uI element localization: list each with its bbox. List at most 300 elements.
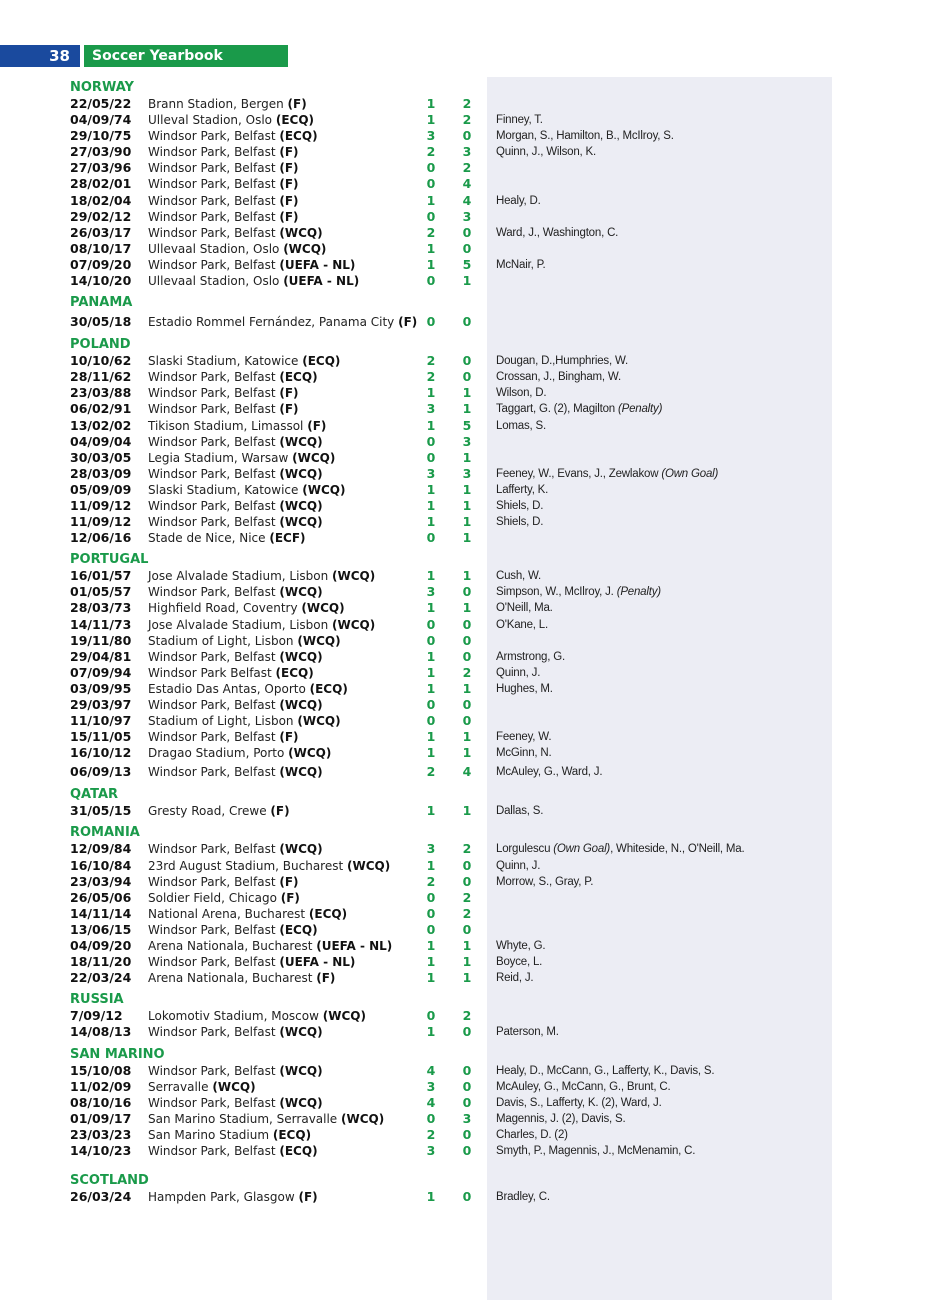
match-row <box>0 568 933 584</box>
match-date: 14/08/13 <box>70 1024 132 1040</box>
competition-code: (WCQ) <box>302 482 346 497</box>
match-row <box>0 1143 933 1159</box>
goal-scorers: Shiels, D. <box>496 499 544 512</box>
goal-scorers: Shiels, D. <box>496 516 544 529</box>
match-venue: Stade de Nice, Nice (ECF) <box>148 531 306 546</box>
competition-code: (F) <box>279 145 299 160</box>
match-venue: Arena Nationala, Bucharest (UEFA - NL) <box>148 939 393 954</box>
competition-code: (WCQ) <box>283 241 327 256</box>
match-venue: Windsor Park, Belfast (WCQ) <box>148 765 323 780</box>
match-row <box>0 193 933 209</box>
match-row <box>0 418 933 434</box>
match-date: 26/03/17 <box>70 224 132 240</box>
northern-ireland-score: 1 <box>426 240 436 256</box>
match-row <box>0 530 933 546</box>
goal-scorers: Lorgulescu (Own Goal), Whiteside, N., O'Neill, Ma. <box>496 843 745 856</box>
competition-code: (F) <box>316 971 336 986</box>
northern-ireland-score: 1 <box>426 481 436 497</box>
competition-code: (WCQ) <box>347 858 391 873</box>
match-row <box>0 311 933 331</box>
opponent-score: 2 <box>462 112 472 128</box>
opponent-score: 1 <box>462 514 472 530</box>
competition-code: (ECQ) <box>279 370 318 385</box>
match-venue: Windsor Park, Belfast (UEFA - NL) <box>148 257 356 272</box>
northern-ireland-score: 2 <box>426 873 436 889</box>
goal-scorers: Crossan, J., Bingham, W. <box>496 371 621 384</box>
opponent-score: 1 <box>462 385 472 401</box>
opponent-score: 4 <box>462 192 472 208</box>
competition-code: (UEFA - NL) <box>316 939 393 954</box>
match-row <box>0 697 933 713</box>
opponent-score: 0 <box>462 1078 472 1094</box>
match-venue: Estadio Rommel Fernández, Panama City (F) <box>148 315 418 330</box>
goal-scorers: McNair, P. <box>496 258 546 271</box>
match-venue: Serravalle (WCQ) <box>148 1079 256 1094</box>
northern-ireland-score: 2 <box>426 224 436 240</box>
opponent-score: 2 <box>462 905 472 921</box>
competition-code: (WCQ) <box>279 1063 323 1078</box>
match-date: 26/05/06 <box>70 889 132 905</box>
match-venue: Windsor Park, Belfast (F) <box>148 386 299 401</box>
match-venue: Tikison Stadium, Limassol (F) <box>148 418 327 433</box>
match-venue: Lokomotiv Stadium, Moscow (WCQ) <box>148 1009 366 1024</box>
goal-scorers: McAuley, G., McCann, G., Brunt, C. <box>496 1080 671 1093</box>
northern-ireland-score: 1 <box>426 803 436 819</box>
opponent-score: 0 <box>462 616 472 632</box>
match-date: 22/03/24 <box>70 970 132 986</box>
match-row <box>0 633 933 649</box>
match-row <box>0 498 933 514</box>
competition-code: (WCQ) <box>279 225 323 240</box>
northern-ireland-score: 0 <box>426 314 436 330</box>
match-row <box>0 970 933 986</box>
goal-scorers: O'Neill, Ma. <box>496 602 553 615</box>
match-venue: Windsor Park, Belfast (ECQ) <box>148 1143 318 1158</box>
country-heading: NORWAY <box>70 80 134 95</box>
northern-ireland-score: 0 <box>426 713 436 729</box>
match-row <box>0 729 933 745</box>
northern-ireland-score: 1 <box>426 1024 436 1040</box>
opponent-score: 0 <box>462 1189 472 1205</box>
goal-scorers: Quinn, J., Wilson, K. <box>496 146 596 159</box>
match-date: 26/03/24 <box>70 1189 132 1205</box>
opponent-score: 1 <box>462 680 472 696</box>
opponent-score: 0 <box>462 240 472 256</box>
northern-ireland-score: 1 <box>426 600 436 616</box>
competition-code: (ECQ) <box>279 922 318 937</box>
goal-scorers: McAuley, G., Ward, J. <box>496 766 603 779</box>
competition-code: (ECQ) <box>302 354 341 369</box>
match-venue: Stadium of Light, Lisbon (WCQ) <box>148 714 341 729</box>
goal-scorers: Whyte, G. <box>496 940 546 953</box>
match-date: 23/03/88 <box>70 385 132 401</box>
country-heading: PORTUGAL <box>70 552 149 568</box>
match-venue: Jose Alvalade Stadium, Lisbon (WCQ) <box>148 569 376 584</box>
northern-ireland-score: 0 <box>426 905 436 921</box>
northern-ireland-score: 1 <box>426 568 436 584</box>
match-row <box>0 128 933 144</box>
country-heading: POLAND <box>70 337 131 353</box>
match-row <box>0 369 933 385</box>
match-date: 11/09/12 <box>70 497 132 513</box>
match-date: 18/02/04 <box>70 192 132 208</box>
match-venue: Windsor Park, Belfast (F) <box>148 402 299 417</box>
competition-code: (WCQ) <box>279 842 323 857</box>
opponent-score: 1 <box>462 497 472 513</box>
goal-scorers: Lomas, S. <box>496 419 546 432</box>
match-venue: Windsor Park, Belfast (F) <box>148 874 299 889</box>
competition-code: (ECQ) <box>275 113 315 128</box>
match-date: 07/09/94 <box>70 664 132 680</box>
competition-code: (ECQ) <box>272 1127 312 1142</box>
goal-scorers: Paterson, M. <box>496 1026 559 1039</box>
competition-code: (WCQ) <box>279 585 323 600</box>
northern-ireland-score: 0 <box>426 176 436 192</box>
opponent-score: 2 <box>462 1008 472 1024</box>
opponent-score: 1 <box>462 530 472 546</box>
scorer-note: (Own Goal) <box>661 467 719 480</box>
goal-scorers: Dougan, D.,Humphries, W. <box>496 355 628 368</box>
country-heading: RUSSIA <box>70 992 124 1008</box>
northern-ireland-score: 1 <box>426 648 436 664</box>
match-date: 13/02/02 <box>70 417 132 433</box>
match-row <box>0 273 933 289</box>
northern-ireland-score: 0 <box>426 1110 436 1126</box>
northern-ireland-score: 3 <box>426 1078 436 1094</box>
opponent-score: 3 <box>462 465 472 481</box>
goal-scorers: Quinn, J. <box>496 666 541 679</box>
competition-code: (UEFA - NL) <box>279 955 356 970</box>
opponent-score: 1 <box>462 481 472 497</box>
match-venue: Windsor Park, Belfast (WCQ) <box>148 1063 323 1078</box>
match-row <box>0 803 933 819</box>
match-date: 16/01/57 <box>70 568 132 584</box>
match-row <box>0 1095 933 1111</box>
match-venue: Windsor Park, Belfast (WCQ) <box>148 434 323 449</box>
opponent-score: 0 <box>462 648 472 664</box>
opponent-score: 3 <box>462 433 472 449</box>
match-row <box>0 665 933 681</box>
match-date: 29/10/75 <box>70 128 132 144</box>
opponent-score: 1 <box>462 954 472 970</box>
match-venue: San Marino Stadium (ECQ) <box>148 1127 312 1142</box>
match-row <box>0 1079 933 1095</box>
match-row <box>0 466 933 482</box>
competition-code: (WCQ) <box>279 466 323 481</box>
match-venue: Windsor Park Belfast (ECQ) <box>148 665 314 680</box>
match-venue: Stadium of Light, Lisbon (WCQ) <box>148 633 341 648</box>
match-venue: Windsor Park, Belfast (WCQ) <box>148 649 323 664</box>
match-venue: Windsor Park, Belfast (F) <box>148 161 299 176</box>
match-row <box>0 1127 933 1143</box>
northern-ireland-score: 0 <box>426 632 436 648</box>
opponent-score: 0 <box>462 713 472 729</box>
match-row <box>0 434 933 450</box>
goal-scorers: Bradley, C. <box>496 1191 550 1204</box>
goal-scorers: Feeney, W. <box>496 731 552 744</box>
match-date: 11/10/97 <box>70 713 132 729</box>
competition-code: (ECQ) <box>279 1143 318 1158</box>
competition-code: (ECQ) <box>275 665 314 680</box>
match-row <box>0 858 933 874</box>
northern-ireland-score: 0 <box>426 433 436 449</box>
match-row <box>0 514 933 530</box>
match-row <box>0 600 933 616</box>
book-title: Soccer Yearbook 2025/26 <box>84 45 288 67</box>
match-venue: Windsor Park, Belfast (WCQ) <box>148 225 323 240</box>
match-venue: Ulleval Stadion, Oslo (ECQ) <box>148 113 315 128</box>
match-venue: National Arena, Bucharest (ECQ) <box>148 906 348 921</box>
goal-scorers: Healy, D. <box>496 194 541 207</box>
match-date: 03/09/95 <box>70 680 132 696</box>
country-heading: SCOTLAND <box>70 1173 149 1189</box>
goal-scorers: Finney, T. <box>496 114 543 127</box>
northern-ireland-score: 1 <box>426 192 436 208</box>
country-heading: QATAR <box>70 787 119 803</box>
competition-code: (ECQ) <box>279 129 318 144</box>
match-date: 7/09/12 <box>70 1008 123 1024</box>
northern-ireland-score: 0 <box>426 921 436 937</box>
match-row <box>0 922 933 938</box>
match-row <box>0 1063 933 1079</box>
match-date: 15/10/08 <box>70 1062 132 1078</box>
match-date: 18/11/20 <box>70 954 132 970</box>
northern-ireland-score: 1 <box>426 664 436 680</box>
competition-code: (F) <box>279 161 299 176</box>
match-row <box>0 144 933 160</box>
competition-code: (WCQ) <box>279 515 323 530</box>
match-date: 30/05/18 <box>70 314 132 330</box>
goal-scorers: Ward, J., Washington, C. <box>496 226 619 239</box>
northern-ireland-score: 1 <box>426 729 436 745</box>
match-venue: 23rd August Stadium, Bucharest (WCQ) <box>148 858 391 873</box>
match-date: 06/02/91 <box>70 401 132 417</box>
match-venue: Windsor Park, Belfast (ECQ) <box>148 129 318 144</box>
competition-code: (WCQ) <box>288 746 332 761</box>
match-date: 31/05/15 <box>70 803 132 819</box>
match-date: 28/03/73 <box>70 600 132 616</box>
match-date: 06/09/13 <box>70 764 132 780</box>
northern-ireland-score: 1 <box>426 112 436 128</box>
match-date: 08/10/17 <box>70 240 132 256</box>
opponent-score: 0 <box>462 353 472 369</box>
match-venue: Jose Alvalade Stadium, Lisbon (WCQ) <box>148 617 376 632</box>
match-venue: Arena Nationala, Bucharest (F) <box>148 971 336 986</box>
opponent-score: 0 <box>462 857 472 873</box>
competition-code: (F) <box>279 209 299 224</box>
northern-ireland-score: 3 <box>426 841 436 857</box>
competition-code: (ECF) <box>269 531 306 546</box>
competition-code: (F) <box>279 402 299 417</box>
opponent-score: 1 <box>462 273 472 289</box>
page-number: 38 <box>0 45 80 67</box>
goal-scorers: Healy, D., McCann, G., Lafferty, K., Davis, S. <box>496 1064 715 1077</box>
match-date: 14/10/23 <box>70 1142 132 1158</box>
match-date: 27/03/90 <box>70 144 132 160</box>
match-venue: Gresty Road, Crewe (F) <box>148 804 290 819</box>
match-row <box>0 761 933 781</box>
goal-scorers: Morgan, S., Hamilton, B., McIlroy, S. <box>496 130 674 143</box>
competition-code: (F) <box>398 315 418 330</box>
match-date: 04/09/04 <box>70 433 132 449</box>
opponent-score: 0 <box>462 369 472 385</box>
match-row <box>0 841 933 857</box>
northern-ireland-score: 0 <box>426 449 436 465</box>
goal-scorers: Morrow, S., Gray, P. <box>496 875 594 888</box>
match-row <box>0 385 933 401</box>
match-row <box>0 225 933 241</box>
opponent-score: 0 <box>462 697 472 712</box>
match-venue: Windsor Park, Belfast (F) <box>148 177 299 192</box>
northern-ireland-score: 1 <box>426 256 436 272</box>
northern-ireland-score: 1 <box>426 497 436 513</box>
match-venue: Windsor Park, Belfast (WCQ) <box>148 466 323 481</box>
opponent-score: 3 <box>462 144 472 160</box>
match-venue: Windsor Park, Belfast (UEFA - NL) <box>148 955 356 970</box>
match-venue: Slaski Stadium, Katowice (WCQ) <box>148 482 346 497</box>
match-venue: Windsor Park, Belfast (F) <box>148 145 299 160</box>
match-date: 29/03/97 <box>70 697 132 712</box>
opponent-score: 2 <box>462 889 472 905</box>
opponent-score: 1 <box>462 745 472 761</box>
northern-ireland-score: 3 <box>426 584 436 600</box>
match-venue: Windsor Park, Belfast (F) <box>148 193 299 208</box>
northern-ireland-score: 1 <box>426 96 436 111</box>
match-row <box>0 681 933 697</box>
goal-scorers: Feeney, W., Evans, J., Zewlakow (Own Goal) <box>496 467 719 480</box>
northern-ireland-score: 0 <box>426 160 436 176</box>
opponent-score: 1 <box>462 970 472 986</box>
opponent-score: 1 <box>462 938 472 954</box>
northern-ireland-score: 0 <box>426 889 436 905</box>
opponent-score: 0 <box>462 1094 472 1110</box>
match-venue: Ullevaal Stadion, Oslo (UEFA - NL) <box>148 274 360 289</box>
competition-code: (F) <box>279 730 299 745</box>
match-venue: Windsor Park, Belfast (WCQ) <box>148 842 323 857</box>
opponent-score: 2 <box>462 96 472 111</box>
competition-code: (F) <box>279 386 299 401</box>
opponent-score: 1 <box>462 401 472 417</box>
match-row <box>0 584 933 600</box>
goal-scorers: Boyce, L. <box>496 956 543 969</box>
opponent-score: 2 <box>462 664 472 680</box>
match-row <box>0 112 933 128</box>
scorer-note: (Penalty) <box>618 403 663 416</box>
northern-ireland-score: 2 <box>426 353 436 369</box>
northern-ireland-score: 1 <box>426 385 436 401</box>
competition-code: (WCQ) <box>279 434 323 449</box>
opponent-score: 3 <box>462 208 472 224</box>
match-venue: Windsor Park, Belfast (WCQ) <box>148 498 323 513</box>
northern-ireland-score: 0 <box>426 273 436 289</box>
match-row <box>0 938 933 954</box>
opponent-score: 0 <box>462 873 472 889</box>
match-date: 12/09/84 <box>70 841 132 857</box>
match-row <box>0 209 933 225</box>
opponent-score: 3 <box>462 1110 472 1126</box>
opponent-score: 0 <box>462 314 472 330</box>
match-row <box>0 1024 933 1040</box>
competition-code: (UEFA - NL) <box>283 274 360 289</box>
goal-scorers: Taggart, G. (2), Magilton (Penalty) <box>496 403 663 416</box>
northern-ireland-score: 1 <box>426 970 436 986</box>
match-row <box>0 954 933 970</box>
opponent-score: 4 <box>462 764 472 780</box>
northern-ireland-score: 4 <box>426 1062 436 1078</box>
match-venue: Windsor Park, Belfast (WCQ) <box>148 698 323 712</box>
northern-ireland-score: 1 <box>426 1189 436 1205</box>
match-date: 04/09/20 <box>70 938 132 954</box>
opponent-score: 2 <box>462 160 472 176</box>
competition-code: (WCQ) <box>341 1111 385 1126</box>
competition-code: (WCQ) <box>332 617 376 632</box>
goal-scorers: Quinn, J. <box>496 859 541 872</box>
opponent-score: 0 <box>462 1142 472 1158</box>
goal-scorers: Cush, W. <box>496 570 542 583</box>
match-row <box>0 1008 933 1024</box>
opponent-score: 0 <box>462 1024 472 1040</box>
northern-ireland-score: 0 <box>426 616 436 632</box>
northern-ireland-score: 3 <box>426 401 436 417</box>
competition-code: (WCQ) <box>279 498 323 513</box>
competition-code: (WCQ) <box>279 1095 323 1110</box>
opponent-score: 1 <box>462 600 472 616</box>
results-list <box>0 80 933 1205</box>
match-date: 30/03/05 <box>70 449 132 465</box>
country-heading: ROMANIA <box>70 825 140 841</box>
match-date: 14/10/20 <box>70 273 132 289</box>
northern-ireland-score: 4 <box>426 1094 436 1110</box>
match-date: 28/11/62 <box>70 369 132 385</box>
match-row <box>0 450 933 466</box>
match-row <box>0 874 933 890</box>
scorer-note: (Own Goal) <box>553 843 611 856</box>
match-venue: San Marino Stadium, Serravalle (WCQ) <box>148 1111 385 1126</box>
northern-ireland-score: 2 <box>426 1126 436 1142</box>
competition-code: (WCQ) <box>297 633 341 648</box>
match-row <box>0 401 933 417</box>
match-date: 01/09/17 <box>70 1110 132 1126</box>
goal-scorers: Armstrong, G. <box>496 650 565 663</box>
opponent-score: 2 <box>462 841 472 857</box>
northern-ireland-score: 3 <box>426 128 436 144</box>
match-row <box>0 745 933 761</box>
opponent-score: 0 <box>462 632 472 648</box>
opponent-score: 4 <box>462 176 472 192</box>
competition-code: (F) <box>279 193 299 208</box>
competition-code: (WCQ) <box>301 601 345 616</box>
northern-ireland-score: 3 <box>426 1142 436 1158</box>
opponent-score: 1 <box>462 729 472 745</box>
scorer-note: (Penalty) <box>616 586 661 599</box>
match-date: 27/03/96 <box>70 160 132 176</box>
opponent-score: 0 <box>462 584 472 600</box>
match-date: 28/03/09 <box>70 465 132 481</box>
match-date: 29/02/12 <box>70 208 132 224</box>
match-date: 14/11/14 <box>70 905 132 921</box>
competition-code: (F) <box>307 418 327 433</box>
goal-scorers: Lafferty, K. <box>496 483 549 496</box>
competition-code: (WCQ) <box>279 765 323 780</box>
northern-ireland-score: 1 <box>426 745 436 761</box>
match-date: 01/05/57 <box>70 584 132 600</box>
opponent-score: 1 <box>462 803 472 819</box>
northern-ireland-score: 1 <box>426 514 436 530</box>
match-row <box>0 160 933 176</box>
match-date: 16/10/12 <box>70 745 132 761</box>
northern-ireland-score: 2 <box>426 144 436 160</box>
match-venue: Ullevaal Stadion, Oslo (WCQ) <box>148 241 327 256</box>
